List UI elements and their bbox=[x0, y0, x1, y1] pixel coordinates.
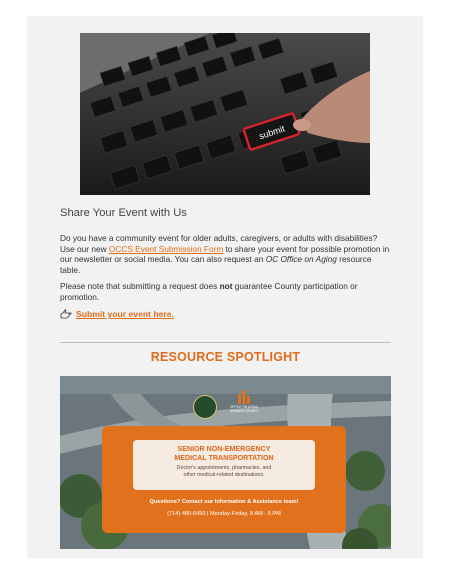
pointing-hand-icon bbox=[60, 309, 72, 319]
keyboard-submit-image bbox=[80, 33, 370, 195]
banner-title-line2: MEDICAL TRANSPORTATION bbox=[174, 453, 274, 462]
banner-desc-line2: other medical-related destinations. bbox=[183, 471, 265, 478]
transportation-banner[interactable] bbox=[60, 376, 391, 549]
section-heading: Share Your Event with Us bbox=[60, 207, 187, 219]
intro-text-3: resource table. bbox=[60, 254, 372, 275]
info-card bbox=[102, 426, 346, 533]
info-card-inner bbox=[133, 440, 315, 490]
logo-subtext: ORANGE COUNTY bbox=[229, 409, 259, 413]
banner-question: Questions? Contact our Information & Assistance team! bbox=[149, 499, 299, 505]
event-form-link[interactable]: OCCS Event Submission Form bbox=[108, 243, 224, 254]
banner-phone: (714) 480-6450 | Monday-Friday, 8 AM - 5 PM bbox=[167, 511, 281, 517]
office-on-aging-logo bbox=[224, 390, 264, 424]
submit-event-link[interactable]: Submit your event here. bbox=[76, 309, 174, 319]
office-name: OC Office on Aging bbox=[265, 254, 337, 265]
note-text-2: guarantee County participation or promotion. bbox=[60, 281, 358, 302]
banner-title-line1: SENIOR NON-EMERGENCY bbox=[177, 445, 271, 453]
note-paragraph bbox=[60, 281, 391, 302]
submit-key-label: submit bbox=[257, 123, 287, 142]
note-emphasis: not bbox=[219, 281, 233, 291]
building-icon bbox=[236, 390, 252, 404]
banner-desc-line1: Doctor's appointments, pharmacies, and bbox=[176, 465, 272, 472]
intro-text-2: to share your event for possible promotion in our newsletter or social media. You can also request an bbox=[60, 243, 390, 265]
intro-text: Do you have a community event for older adults, caregivers, or adults with disabilities? Use our new bbox=[60, 233, 378, 254]
submit-event-cta[interactable] bbox=[60, 309, 174, 319]
intro-paragraph bbox=[60, 233, 391, 275]
note-text: Please note that submitting a request does bbox=[60, 281, 220, 291]
resource-spotlight-title: RESOURCE SPOTLIGHT bbox=[150, 350, 301, 364]
divider bbox=[60, 342, 391, 343]
logo-text: OFFICE ON AGING bbox=[229, 405, 259, 409]
county-seal-logo bbox=[193, 395, 217, 419]
